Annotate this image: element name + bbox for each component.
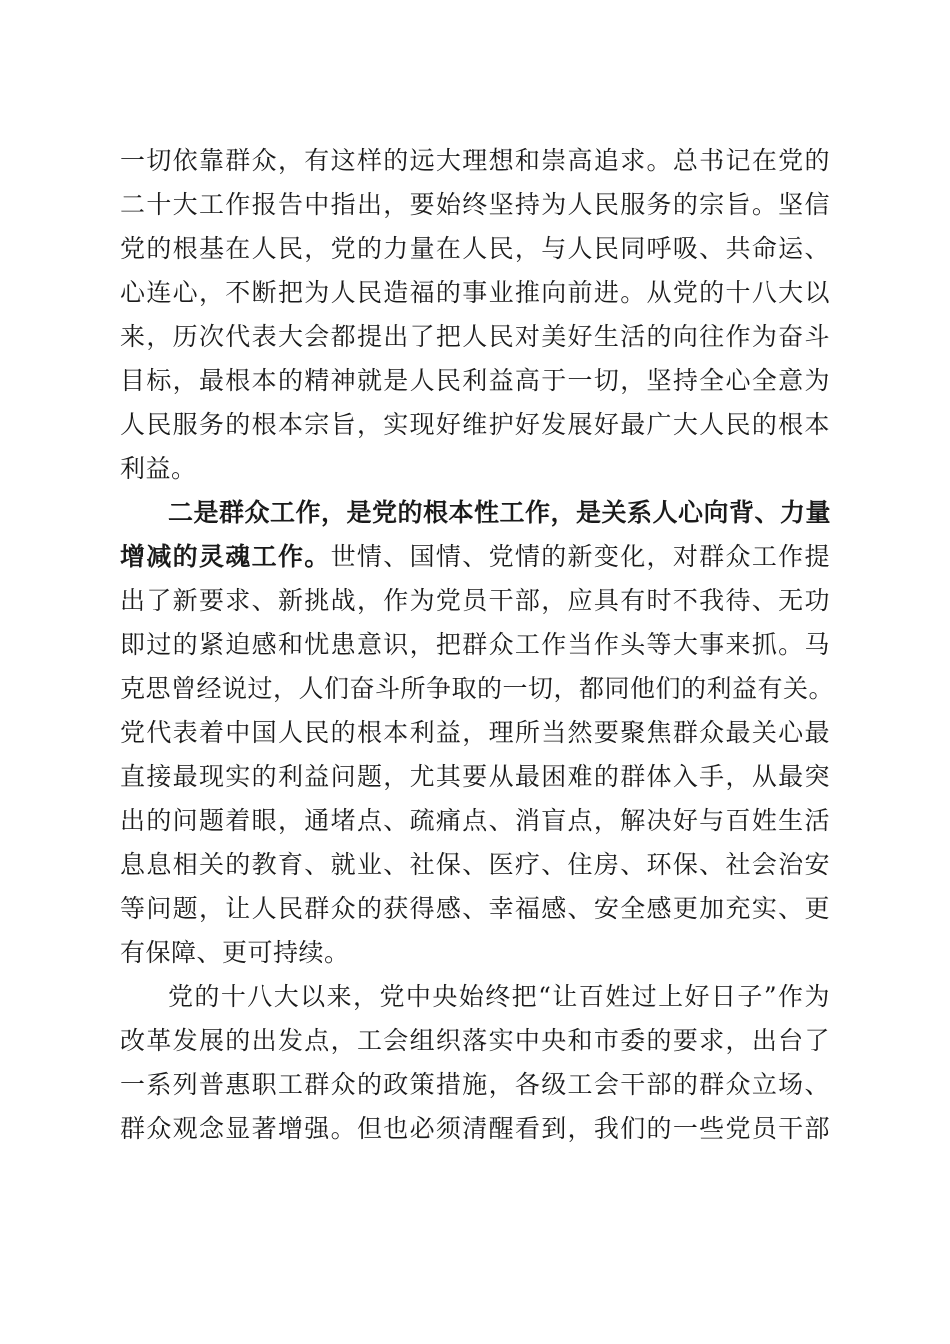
text-line: 一系列普惠职工群众的政策措施，各级工会干部的群众立场、 [120,1070,830,1099]
text-line: 直接最现实的利益问题，尤其要从最困难的群体入手，从最突 [120,762,830,791]
text-line: 党的根基在人民，党的力量在人民，与人民同呼吸、共命运、 [120,234,830,263]
text-line: 党代表着中国人民的根本利益，理所当然要聚焦群众最关心最 [120,718,830,747]
text-line: 有保障、更可持续。 [120,938,350,967]
text-line: 出的问题着眼，通堵点、疏痛点、消盲点，解决好与百姓生活 [120,806,830,835]
text-line: 改革发展的出发点，工会组织落实中央和市委的要求，出台了 [120,1026,830,1055]
document-page [120,139,835,1151]
text-segment: 世情、国情、党情的新变化，对群众工作提 [330,542,830,571]
text-line: 即过的紧迫感和忧患意识，把群众工作当作头等大事来抓。马 [120,630,830,659]
text-line: 心连心，不断把为人民造福的事业推向前进。从党的十八大以 [120,278,830,307]
text-line: 二十大工作报告中指出，要始终坚持为人民服务的宗旨。坚信 [120,190,830,219]
text-line: 群众观念显著增强。但也必须清醒看到，我们的一些党员干部 [120,1114,830,1143]
text-line: 党的十八大以来，党中央始终把“让百姓过上好日子”作为 [168,982,830,1011]
text-line: 等问题，让人民群众的获得感、幸福感、安全感更加充实、更 [120,894,830,923]
paragraph-1 [120,139,830,491]
text-line: 目标，最根本的精神就是人民利益高于一切，坚持全心全意为 [120,366,830,395]
text-line: 克思曾经说过，人们奋斗所争取的一切，都同他们的利益有关。 [120,674,835,703]
text-line: 来，历次代表大会都提出了把人民对美好生活的向往作为奋斗 [120,322,830,351]
text-line: 人民服务的根本宗旨，实现好维护好发展好最广大人民的根本 [120,410,830,439]
text-line: 息息相关的教育、就业、社保、医疗、住房、环保、社会治安 [120,850,830,879]
bold-heading-segment: 增减的灵魂工作。 [120,542,331,571]
text-line: 一切依靠群众，有这样的远大理想和崇高追求。总书记在党的 [120,146,830,175]
paragraph-2 [120,491,835,975]
text-line: 利益。 [120,454,197,483]
paragraph-3 [120,975,830,1151]
text-line: 出了新要求、新挑战，作为党员干部，应具有时不我待、无功 [120,586,830,615]
bold-heading-line: 二是群众工作，是党的根本性工作，是关系人心向背、力量 [168,498,832,527]
text-line [120,535,830,579]
